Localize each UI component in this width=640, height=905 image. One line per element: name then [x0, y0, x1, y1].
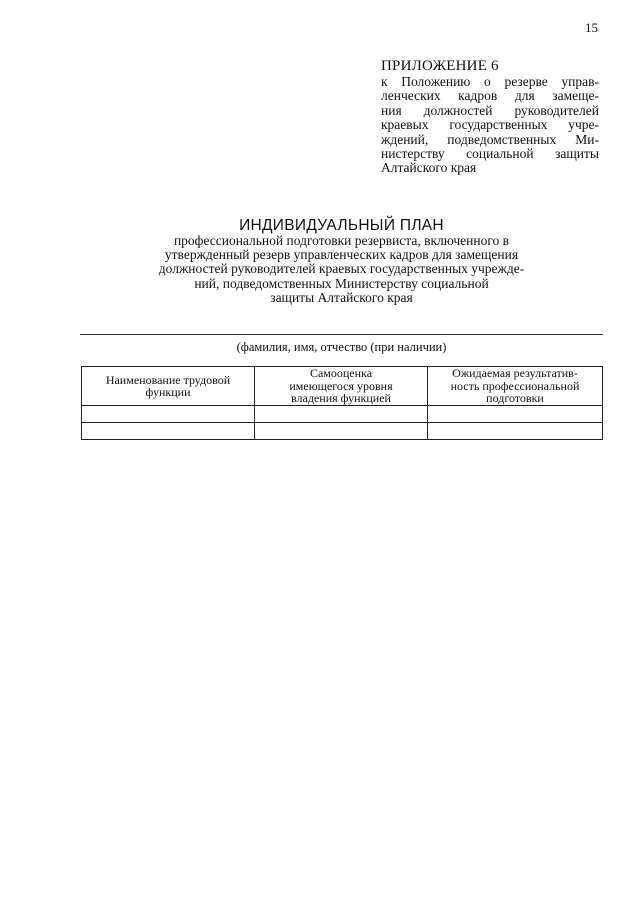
appendix-text [381, 75, 599, 176]
plan-subtitle-line: защиты Алтайского края [270, 289, 413, 305]
plan-subtitle [80, 234, 603, 305]
header-line: функции [145, 385, 191, 399]
table-cell [428, 406, 603, 423]
appendix-line: ленческих кадров для замеще- [381, 88, 599, 104]
appendix-block [381, 58, 599, 176]
fio-underline [80, 334, 603, 335]
appendix-line: ния должностей руководителей [381, 102, 599, 118]
fio-caption: (фамилия, имя, отчество (при наличии) [236, 340, 447, 354]
appendix-line: к Положению о резерве управ- [381, 74, 599, 89]
header-line: подготовки [486, 391, 544, 406]
appendix-line: нистерству социальной защиты [381, 146, 599, 162]
appendix-line: ждений, подведомственных Ми- [381, 131, 599, 147]
table-header-self-assessment [255, 367, 428, 406]
header-line: ность профессиональной [450, 378, 580, 393]
table-cell [82, 423, 255, 440]
table-cell [428, 423, 603, 440]
header-line: владения функцией [291, 391, 391, 406]
table-header-row [82, 367, 603, 406]
plan-subtitle-line: профессиональной подготовки резервиста, включенного в [173, 233, 510, 248]
plan-subtitle-line: ний, подведомственных Министерству социальной [194, 275, 489, 291]
table-row [82, 423, 603, 440]
plan-header [80, 217, 603, 305]
table-header-function [82, 367, 255, 406]
header-line: имеющегося уровня [289, 378, 393, 393]
appendix-line: краевых государственных учре- [381, 117, 599, 133]
appendix-title: ПРИЛОЖЕНИЕ 6 [381, 58, 499, 74]
page-number: 15 [585, 20, 598, 35]
table-header-expected-result [428, 367, 603, 406]
table-cell [255, 406, 428, 423]
table-cell [82, 406, 255, 423]
plan-table [81, 366, 603, 440]
table-cell [255, 423, 428, 440]
plan-title: ИНДИВИДУАЛЬНЫЙ ПЛАН [239, 217, 444, 234]
header-line: Самооценка [309, 366, 373, 381]
plan-subtitle-line: должностей руководителей краевых государственных учрежде- [158, 261, 525, 277]
table-row [82, 406, 603, 423]
plan-subtitle-line: утвержденный резерв управленческих кадров для замещения [164, 247, 519, 263]
header-line: Ожидаемая результатив- [452, 366, 578, 381]
header-line: Наименование трудовой [105, 372, 231, 387]
appendix-line: Алтайского края [381, 160, 477, 176]
